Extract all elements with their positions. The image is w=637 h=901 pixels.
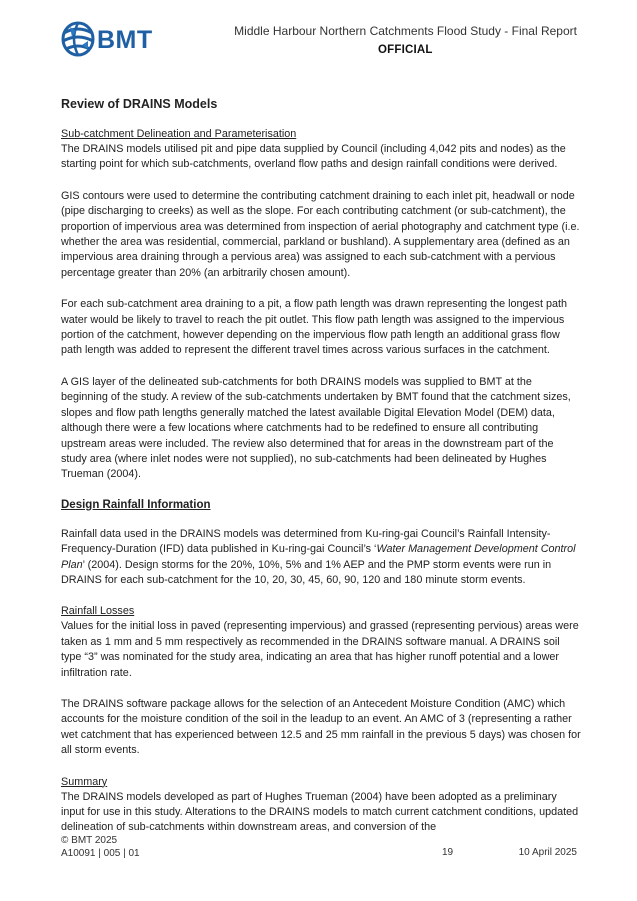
rainfall-text-end: ’ (2004). Design storms for the 20%, 10%, 5% and 1% AEP and the PMP storm events were run in DRAINS for each sub-catchment for the 10, 20, 30, 45, 60, 90, 120 and 180 minute storm events. (61, 558, 552, 586)
classification-label: OFFICIAL (378, 44, 433, 56)
document-reference: A10091 | 005 | 01 (61, 848, 140, 859)
paragraph: Values for the initial loss in paved (representing impervious) and grassed (representing pervious) areas were taken as 1 mm and 5 mm respectively as recommended in the DRAINS software manual. A DRAINS soil type “3” was nominated for the study area, indicating an area that has higher runoff potential and a lower infiltration rate. (61, 620, 579, 679)
rainfall-text-start: Rainfall data used in the DRAINS models was determined from Ku-ring-gai Council’s Rainfall Intensity-Frequency-Duration (IFD) data published in Ku-ring-gai Council’s ‘ (61, 527, 551, 556)
paragraph: A GIS layer of the delineated sub-catchments for both DRAINS models was supplied to BMT at the beginning of the study. A review of the sub-catchments undertaken by BMT found that the catchment sizes, slopes and flow path lengths generally matched the latest available Digital Elevation Model (DEM) data, although there were a few locations where catchments had to be redefined to ensure all contributing upstream areas were included. The review also determined that for areas in the downstream part of the study area (where inlet nodes were not supplied), no sub-catchments had been delineated by Hughes Trueman (2004). (61, 375, 571, 481)
paragraph: The DRAINS models developed as part of Hughes Trueman (2004) have been adopted as a preliminary input for use in this study. Alterations to the DRAINS models to match current catchment conditions, updated delineation of sub-catchments within downstream areas, and conversion of the (61, 790, 579, 834)
globe-icon (60, 19, 96, 59)
main-content (61, 97, 581, 852)
losses-heading: Rainfall Losses (61, 605, 135, 618)
paragraph: For each sub-catchment area draining to a pit, a flow path length was drawn representing the longest path water would be likely to travel to reach the pit outlet. This flow path length was assigned to the impervious portion of the catchment, however depending on the impervious flow path length an additional grass flow path length was added to represent the different travel times across various surfaces in the catchment. (61, 298, 567, 357)
subcatchment-heading: Sub-catchment Delineation and Parameterisation (61, 128, 297, 140)
plan-title: Water Management Development Control Plan (61, 543, 576, 571)
copyright: © BMT 2025 (61, 835, 118, 846)
bmt-logo (60, 17, 160, 63)
footer-left (61, 834, 140, 860)
logo-text: BMT (97, 26, 153, 54)
paragraph: The DRAINS models utilised pit and pipe data supplied by Council (including 4,042 pits and nodes) as the starting point for which sub-catchments, overland flow paths and design rainfall conditions were derived. (61, 143, 566, 171)
paragraph: GIS contours were used to determine the contributing catchment draining to each inlet pit, headwall or node (pipe discharging to creeks) as well as the slope. For each contributing catchment (or sub-catchment), the proportion of impervious area was determined from inspection of aerial photography and catchment type (i.e. whether the area was residential, commercial, parkland or bushland). A supplementary area (defined as an impervious area draining through a pervious area) was assigned to each sub-catchment with a pervious percentage greater than 20% (an arbitrarily chosen amount). (61, 189, 580, 279)
report-date: 10 April 2025 (518, 847, 577, 858)
section-title: Review of DRAINS Models (61, 97, 218, 111)
rainfall-paragraph (61, 527, 581, 589)
summary-heading: Summary (61, 775, 108, 788)
report-title: Middle Harbour Northern Catchments Flood Study - Final Report (234, 24, 577, 38)
rainfall-heading: Design Rainfall Information (61, 498, 211, 511)
page-number: 19 (442, 847, 454, 858)
paragraph: The DRAINS software package allows for the selection of an Antecedent Moisture Condition (AMC) which accounts for the moisture condition of the soil in the leadup to an event. An AMC of 3 (representing a rather wet catchment that has experienced between 12.5 and 25 mm rainfall in the previous 5 days) was chosen for all storm events. (61, 697, 581, 757)
